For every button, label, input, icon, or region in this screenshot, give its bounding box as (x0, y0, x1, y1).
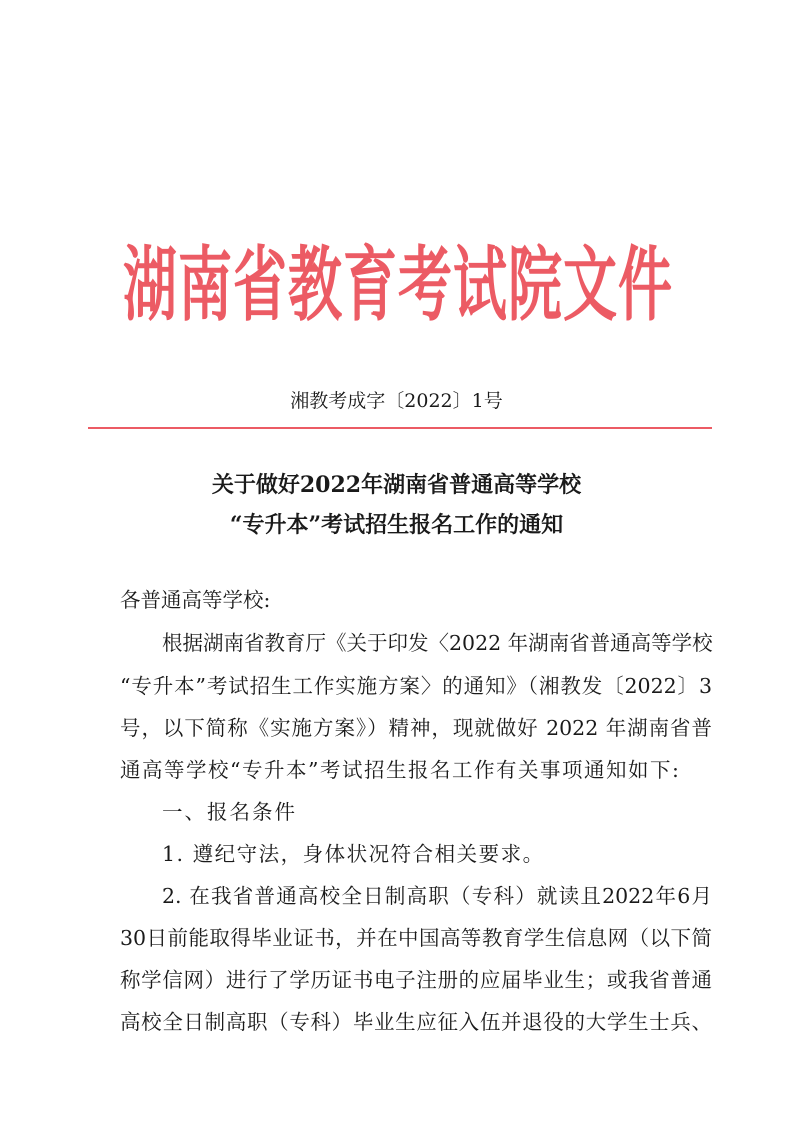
salutation: 各普通高等学校: (120, 588, 271, 612)
body-line: 高校全日制高职（专科）毕业生应征入伍并退役的大学生士兵、 (120, 1010, 712, 1034)
body-line: 号，以下简称《实施方案》）精神，现就做好 2022 年湖南省普 (120, 716, 712, 740)
body-line: 称学信网）进行了学历证书电子注册的应届毕业生；或我省普通 (120, 968, 712, 992)
document-number: 湘教考成字〔2022〕1号 (290, 390, 503, 412)
document-header-title: 湖南省教育考试院文件 (123, 238, 673, 333)
body-line: 1. 遵纪守法，身体状况符合相关要求。 (162, 842, 545, 866)
body-line: 通高等学校“专升本”考试招生报名工作有关事项通知如下: (120, 758, 681, 782)
section-heading: 一、报名条件 (162, 800, 297, 824)
body-line: “专升本”考试招生工作实施方案〉的通知》（湘教发〔2022〕3 (120, 674, 712, 698)
notice-title-line-2: “专升本”考试招生报名工作的通知 (229, 512, 564, 538)
body-line: 2. 在我省普通高校全日制高职（专科）就读且2022年6月 (162, 884, 712, 908)
red-divider (88, 427, 712, 429)
notice-title-line-1: 关于做好2022年湖南省普通高等学校 (211, 472, 582, 498)
body-line: 30日前能取得毕业证书，并在中国高等教育学生信息网（以下简 (120, 926, 712, 950)
body-line: 根据湖南省教育厅《关于印发〈2022 年湖南省普通高等学校 (162, 631, 713, 655)
